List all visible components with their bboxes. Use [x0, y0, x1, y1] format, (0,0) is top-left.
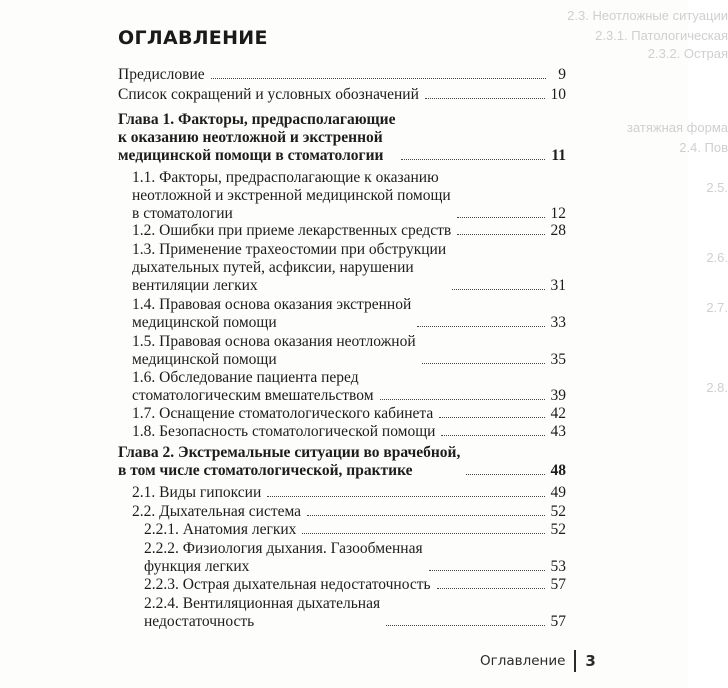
- toc-entry-line: 2.2.2. Физиология дыхания. Газообменная: [144, 540, 423, 557]
- toc-entry: [132, 333, 566, 369]
- page-number: 3: [585, 652, 596, 670]
- dot-leader: [307, 515, 544, 516]
- dot-leader: [267, 496, 544, 497]
- toc-page-number: 57: [550, 613, 566, 630]
- toc-entry-text: [132, 169, 451, 223]
- toc-entry-text: [132, 296, 411, 332]
- toc-entry-line: дыхательных путей, асфиксии, нарушении: [132, 259, 414, 276]
- toc-entry-text: [144, 576, 431, 594]
- footer-section-label: Оглавление: [480, 653, 566, 669]
- toc-entry-line: неотложной и экстренной медицинской помощи: [132, 187, 451, 204]
- toc-entry-line: Список сокращений и условных обозначений: [118, 86, 419, 103]
- toc-entry: [132, 369, 566, 405]
- toc-page-number: 57: [550, 576, 566, 593]
- toc-page-number: 43: [550, 423, 566, 440]
- footer-divider: [574, 650, 576, 672]
- toc-entry-line: в стоматологии: [132, 205, 233, 222]
- dot-leader: [452, 289, 544, 290]
- bleed-text-fragment: 2.7.: [706, 300, 728, 315]
- toc-entry: [118, 86, 566, 104]
- toc-entry-text: [132, 423, 435, 441]
- toc-entry-line: 1.3. Применение трахеостомии при обструкции: [132, 241, 447, 258]
- toc-page-number: 31: [550, 277, 566, 294]
- toc-page-number: 9: [558, 66, 566, 83]
- dot-leader: [437, 588, 545, 589]
- toc-entry: [132, 423, 566, 441]
- toc-entry-text: [144, 540, 423, 576]
- toc-entry: [144, 595, 566, 631]
- toc-entry-line: 1.1. Факторы, предрасполагающие к оказанию: [132, 169, 439, 186]
- toc-chapter-entry: [118, 444, 566, 480]
- toc-page-number: 42: [550, 405, 566, 422]
- toc-page-number: 48: [550, 462, 566, 479]
- page-title: ОГЛАВЛЕНИЕ: [118, 27, 268, 49]
- toc-page-number: 12: [550, 205, 566, 222]
- running-footer: [480, 650, 596, 672]
- toc-entry-text: [132, 222, 451, 240]
- toc-page-number: 28: [550, 222, 566, 239]
- toc-entry-line: 2.2.1. Анатомия легких: [144, 521, 297, 538]
- dot-leader: [441, 435, 544, 436]
- toc-entry-text: [132, 405, 433, 423]
- toc-entry-text: [132, 369, 374, 405]
- dot-leader: [466, 474, 544, 475]
- dot-leader: [425, 98, 545, 99]
- bleed-text-fragment: 2.5.: [706, 180, 728, 195]
- toc-page-number: 10: [550, 86, 566, 103]
- toc-entry-line: медицинской помощи: [132, 351, 277, 368]
- bleed-text-fragment: затяжная форма: [627, 120, 728, 135]
- toc-entry-line: недостаточность: [144, 613, 255, 630]
- toc-entry-text: [118, 444, 460, 480]
- dot-leader: [439, 417, 544, 418]
- dot-leader: [302, 533, 544, 534]
- toc-entry-line: 2.1. Виды гипоксии: [132, 484, 262, 501]
- bleed-text-fragment: 2.3. Неотложные ситуации: [567, 8, 728, 23]
- toc-entry-line: 2.2. Дыхательная система: [132, 503, 302, 520]
- dot-leader: [429, 570, 545, 571]
- toc-entry: [132, 241, 566, 295]
- toc-page-number: 11: [551, 147, 566, 164]
- toc-page-number: 49: [550, 484, 566, 501]
- toc-page-number: 52: [550, 521, 566, 538]
- toc-entry-text: [118, 86, 419, 104]
- dot-leader: [380, 399, 545, 400]
- dot-leader: [417, 326, 544, 327]
- toc-page-number: 39: [550, 387, 566, 404]
- toc-page-number: 53: [550, 558, 566, 575]
- toc-entry: [144, 540, 566, 576]
- toc-entry-line: медицинской помощи: [132, 314, 277, 331]
- toc-entry-line: 1.4. Правовая основа оказания экстренной: [132, 296, 412, 313]
- dot-leader: [457, 234, 544, 235]
- toc-entry-line: 1.8. Безопасность стоматологической помощи: [132, 423, 436, 440]
- toc-entry: [132, 169, 566, 223]
- dot-leader: [386, 625, 544, 626]
- toc-entry-line: 1.2. Ошибки при приеме лекарственных средств: [132, 222, 452, 239]
- toc-entry: [144, 576, 566, 594]
- toc-entry-text: [144, 595, 380, 631]
- toc-entry-line: Глава 2. Экстремальные ситуации во врачебной,: [118, 444, 461, 461]
- toc-entry-text: [132, 333, 416, 369]
- toc-entry: [132, 484, 566, 502]
- toc-entry-line: 2.2.3. Острая дыхательная недостаточность: [144, 576, 431, 593]
- toc-entry-line: стоматологическим вмешательством: [132, 387, 374, 404]
- toc-entry-text: [144, 521, 296, 539]
- toc-entry-text: [118, 111, 395, 165]
- bleed-text-fragment: 2.6.: [706, 250, 728, 265]
- dot-leader: [211, 78, 546, 79]
- toc-entry: [132, 296, 566, 332]
- toc-entry-line: 1.6. Обследование пациента перед: [132, 369, 359, 386]
- bleed-text-fragment: 2.3.1. Патологическая: [595, 28, 728, 43]
- toc-page-number: 52: [550, 503, 566, 520]
- toc-entry-text: [132, 484, 261, 502]
- dot-leader: [422, 363, 545, 364]
- toc-entry: [132, 405, 566, 423]
- toc-entry-line: Глава 1. Факторы, предрасполагающие: [118, 111, 396, 128]
- toc-entry-line: вентиляции легких: [132, 277, 258, 294]
- toc-entry-line: медицинской помощи в стоматологии: [118, 147, 384, 164]
- toc-page-number: 35: [550, 351, 566, 368]
- dot-leader: [401, 159, 545, 160]
- toc-entry: [118, 66, 566, 84]
- toc-entry-line: в том числе стоматологической, практике: [118, 462, 413, 479]
- toc-page-number: 33: [550, 314, 566, 331]
- toc-entry-text: [132, 241, 446, 295]
- toc-entry-line: Предисловие: [118, 66, 205, 83]
- toc-entry: [132, 503, 566, 521]
- toc-entry-text: [132, 503, 301, 521]
- bleed-text-fragment: 2.4. Пов: [679, 140, 728, 155]
- dot-leader: [457, 217, 545, 218]
- toc-entry: [144, 521, 566, 539]
- bleed-text-fragment: 2.8.: [706, 380, 728, 395]
- toc-chapter-entry: [118, 111, 566, 165]
- toc-entry-line: 1.7. Оснащение стоматологического кабинета: [132, 405, 434, 422]
- toc-entry-line: 1.5. Правовая основа оказания неотложной: [132, 333, 416, 350]
- toc-entry-line: к оказанию неотложной и экстренной: [118, 129, 383, 146]
- toc-entry: [132, 222, 566, 240]
- toc-entry-line: 2.2.4. Вентиляционная дыхательная: [144, 595, 381, 612]
- bleed-text-fragment: 2.3.2. Острая: [647, 46, 728, 61]
- toc-entry-text: [118, 66, 205, 84]
- toc-entry-line: функция легких: [144, 558, 250, 575]
